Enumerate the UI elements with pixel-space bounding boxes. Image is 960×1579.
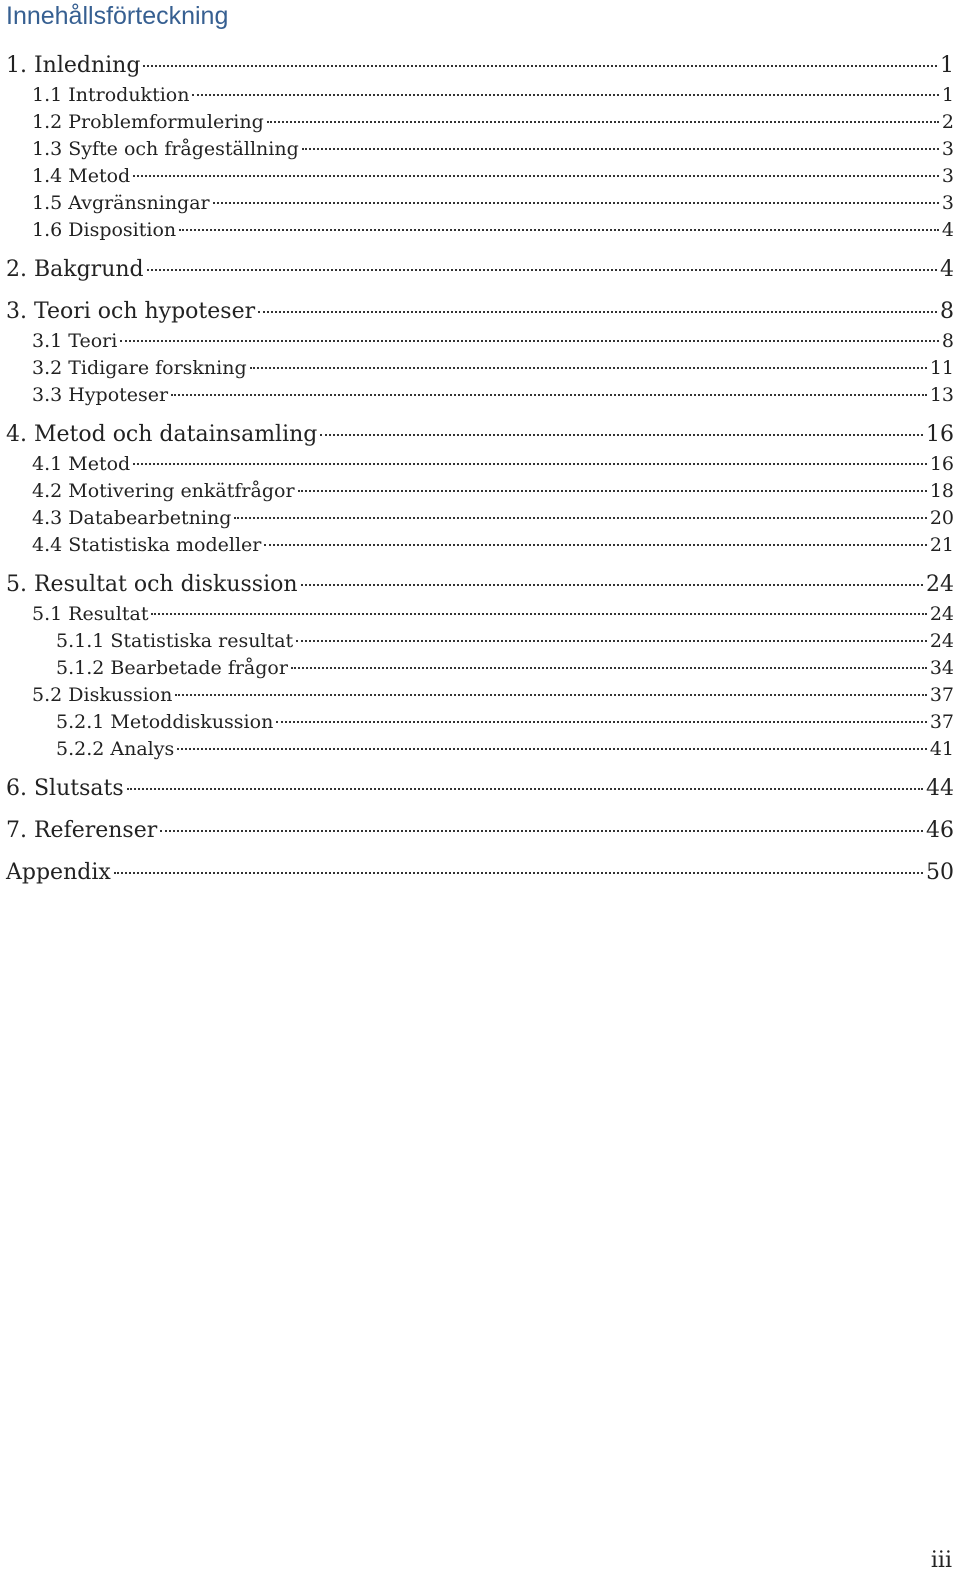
- toc-entry-title: 1.2 Problemformulering: [32, 111, 264, 133]
- toc-entry-page: 18: [929, 480, 954, 502]
- toc-entry-1-4[interactable]: [32, 164, 954, 188]
- toc-entry-page: 11: [929, 357, 954, 379]
- toc-dot-leader: [291, 667, 927, 669]
- toc-entry-5-1[interactable]: [32, 602, 954, 626]
- toc-entry-7[interactable]: [6, 817, 954, 845]
- toc-entry-2[interactable]: [6, 256, 954, 284]
- toc-entry-title: 7. Referenser: [6, 818, 158, 843]
- toc-entry-page: 3: [941, 165, 954, 187]
- toc-dot-leader: [147, 269, 937, 271]
- toc-dot-leader: [320, 434, 923, 436]
- toc-dot-leader: [267, 121, 939, 123]
- toc-entry-5-2-1[interactable]: [56, 710, 954, 734]
- toc-entry-page: 50: [926, 860, 954, 885]
- toc-entry-5-1-1[interactable]: [56, 629, 954, 653]
- toc-dot-leader: [301, 584, 923, 586]
- toc-entry-title: 3.1 Teori: [32, 330, 118, 352]
- toc-entry-title: 5.2.2 Analys: [56, 738, 175, 760]
- toc-entry-title: 1.6 Disposition: [32, 219, 177, 241]
- toc-entry-5-2-2[interactable]: [56, 737, 954, 761]
- toc-dot-leader: [258, 311, 937, 313]
- toc-dot-leader: [143, 65, 937, 67]
- toc-entry-title: 6. Slutsats: [6, 776, 124, 801]
- toc-dot-leader: [179, 229, 939, 231]
- toc-entry-page: 1: [940, 53, 954, 78]
- toc-entry-page: 3: [941, 192, 954, 214]
- toc-entry-page: 20: [929, 507, 954, 529]
- toc-dot-leader: [127, 788, 923, 790]
- toc-dot-leader: [160, 830, 923, 832]
- toc-entry-title: 5.1 Resultat: [32, 603, 149, 625]
- toc-entry-page: 37: [929, 711, 954, 733]
- toc-entry-appendix[interactable]: [6, 859, 954, 887]
- toc-entry-3-3[interactable]: [32, 383, 954, 407]
- toc-entry-page: 46: [926, 818, 954, 843]
- toc-entry-title: 5.2 Diskussion: [32, 684, 173, 706]
- toc-entry-title: Appendix: [6, 860, 111, 885]
- toc-entry-page: 34: [929, 657, 954, 679]
- toc-entry-title: 4.4 Statistiska modeller: [32, 534, 262, 556]
- toc-dot-leader: [296, 640, 927, 642]
- toc-entry-3-1[interactable]: [32, 329, 954, 353]
- toc-entry-page: 13: [929, 384, 954, 406]
- toc-entry-page: 1: [941, 84, 954, 106]
- toc-entry-title: 1.1 Introduktion: [32, 84, 190, 106]
- toc-entry-6[interactable]: [6, 775, 954, 803]
- toc-entry-page: 37: [929, 684, 954, 706]
- toc-entry-title: 3. Teori och hypoteser: [6, 299, 256, 324]
- toc-entry-title: 1.4 Metod: [32, 165, 131, 187]
- toc-dot-leader: [264, 544, 926, 546]
- toc-entry-5-1-2[interactable]: [56, 656, 954, 680]
- toc-entry-title: 1.5 Avgränsningar: [32, 192, 210, 214]
- toc-entry-3[interactable]: [6, 298, 954, 326]
- toc-entry-title: 5. Resultat och diskussion: [6, 572, 298, 597]
- toc-entry-1-3[interactable]: [32, 137, 954, 161]
- toc-entry-title: 4. Metod och datainsamling: [6, 422, 318, 447]
- toc-entry-4-1[interactable]: [32, 452, 954, 476]
- toc-entry-title: 2. Bakgrund: [6, 257, 144, 282]
- toc-entry-page: 3: [941, 138, 954, 160]
- toc-dot-leader: [298, 490, 927, 492]
- toc-entry-page: 24: [929, 603, 954, 625]
- toc-entry-page: 44: [926, 776, 954, 801]
- toc-entry-title: 3.3 Hypoteser: [32, 384, 169, 406]
- toc-entry-title: 5.2.1 Metoddiskussion: [56, 711, 274, 733]
- toc-entry-1[interactable]: [6, 52, 954, 80]
- toc-entry-page: 4: [940, 257, 954, 282]
- toc-entry-title: 4.2 Motivering enkätfrågor: [32, 480, 295, 502]
- toc-entry-title: 3.2 Tidigare forskning: [32, 357, 247, 379]
- toc-dot-leader: [177, 748, 927, 750]
- toc-entry-4-2[interactable]: [32, 479, 954, 503]
- toc-entry-title: 1.3 Syfte och frågeställning: [32, 138, 299, 160]
- toc-entry-page: 21: [929, 534, 954, 556]
- toc-entry-title: 1. Inledning: [6, 53, 141, 78]
- toc-entry-1-1[interactable]: [32, 83, 954, 107]
- toc-entry-page: 8: [940, 299, 954, 324]
- toc-entry-4[interactable]: [6, 421, 954, 449]
- toc-dot-leader: [151, 613, 926, 615]
- toc-dot-leader: [133, 463, 927, 465]
- toc-dot-leader: [133, 175, 939, 177]
- toc-entry-page: 2: [941, 111, 954, 133]
- toc-heading: Innehållsförteckning: [6, 2, 229, 30]
- toc-entry-title: 5.1.2 Bearbetade frågor: [56, 657, 288, 679]
- page-number: iii: [930, 1548, 952, 1573]
- toc-dot-leader: [302, 148, 939, 150]
- toc-entry-page: 16: [929, 453, 954, 475]
- toc-entry-1-2[interactable]: [32, 110, 954, 134]
- toc-dot-leader: [114, 872, 923, 874]
- toc-entry-page: 24: [929, 630, 954, 652]
- toc-entry-4-4[interactable]: [32, 533, 954, 557]
- toc-entry-1-6[interactable]: [32, 218, 954, 242]
- toc-dot-leader: [171, 394, 927, 396]
- toc-entry-title: 4.1 Metod: [32, 453, 131, 475]
- toc-entry-title: 5.1.1 Statistiska resultat: [56, 630, 294, 652]
- toc-entry-page: 41: [929, 738, 954, 760]
- toc-entry-page: 16: [926, 422, 954, 447]
- toc-dot-leader: [175, 694, 926, 696]
- toc-entry-3-2[interactable]: [32, 356, 954, 380]
- toc-entry-5-2[interactable]: [32, 683, 954, 707]
- toc-entry-title: 4.3 Databearbetning: [32, 507, 232, 529]
- toc-entry-page: 24: [926, 572, 954, 597]
- toc-dot-leader: [276, 721, 927, 723]
- toc-entry-page: 4: [941, 219, 954, 241]
- toc-dot-leader: [250, 367, 927, 369]
- toc-entry-4-3[interactable]: [32, 506, 954, 530]
- toc-dot-leader: [120, 340, 939, 342]
- toc-dot-leader: [213, 202, 939, 204]
- toc-entry-page: 8: [941, 330, 954, 352]
- toc-dot-leader: [234, 517, 926, 519]
- toc-entry-5[interactable]: [6, 571, 954, 599]
- toc-entry-1-5[interactable]: [32, 191, 954, 215]
- toc-dot-leader: [192, 94, 938, 96]
